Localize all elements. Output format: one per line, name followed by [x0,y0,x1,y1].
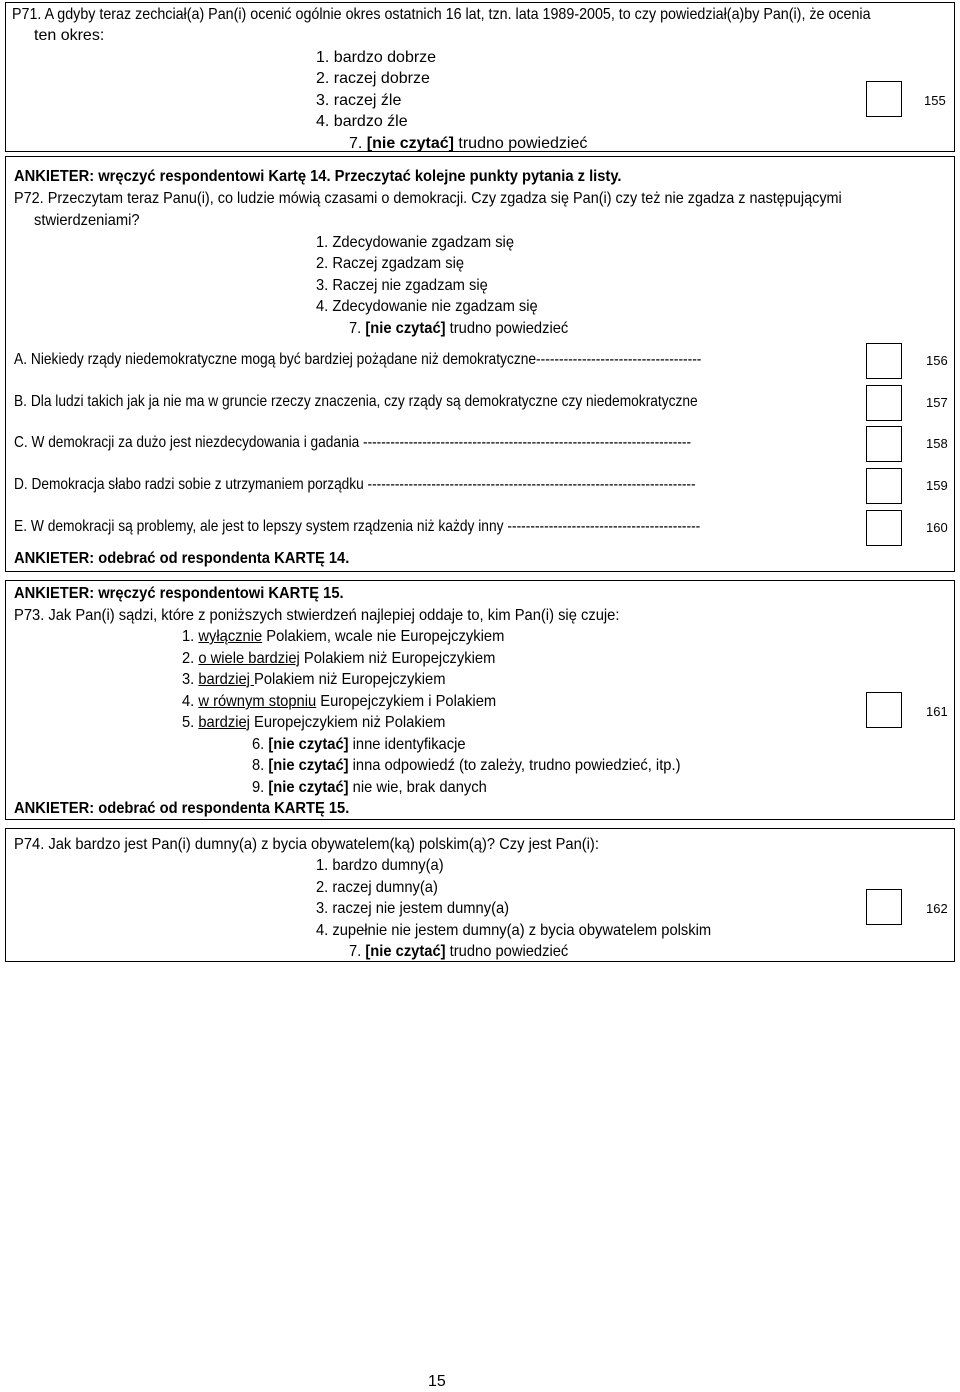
p72-item-c-code: 158 [926,436,948,451]
p71-answer-box[interactable] [866,81,902,117]
p72-item-a-code: 156 [926,353,948,368]
p74-option-4: 4. zupełnie nie jestem dumny(a) z bycia obywatelem polskim [316,922,712,939]
p72-closing: ANKIETER: odebrać od respondenta KARTĘ 14. [14,550,350,567]
p72-question-line2: stwierdzeniami? [34,212,140,229]
p74-option-7: 7. [nie czytać] trudno powiedzieć [349,943,569,960]
p72-instruction: ANKIETER: wręczyć respondentowi Kartę 14. Przeczytać kolejne punkty pytania z listy. [14,168,622,185]
p72-option-2: 2. Raczej zgadzam się [316,255,465,272]
p72-item-b: B. Dla ludzi takich jak ja nie ma w gruncie rzeczy znaczenia, czy rządy są demokratyczne czy niedemokratyczne [14,393,698,410]
p72-block [5,156,955,572]
p72-item-a-box[interactable] [866,343,902,379]
p74-block [5,828,955,962]
p73-code: 161 [926,704,948,719]
p71-option-1: 1. bardzo dobrze [316,49,437,66]
p73-option-1: 1. wyłącznie Polakiem, wcale nie Europejczykiem [182,628,505,645]
p73-option-2: 2. o wiele bardziej Polakiem niż Europejczykiem [182,650,496,667]
p74-option-1: 1. bardzo dumny(a) [316,857,444,874]
p73-option-8: 8. [nie czytać] inna odpowiedź (to zależy, trudno powiedzieć, itp.) [252,757,681,774]
p71-option-7: 7. [nie czytać] trudno powiedzieć [349,135,588,152]
p74-code: 162 [926,901,948,916]
p74-question: P74. Jak bardzo jest Pan(i) dumny(a) z bycia obywatelem(ką) polskim(ą)? Czy jest Pan(i): [14,836,599,853]
p72-item-d: D. Demokracja słabo radzi sobie z utrzymaniem porządku ------------------------------------------------------------------------ [14,476,696,493]
p71-block [5,2,955,152]
p72-item-e-box[interactable] [866,510,902,546]
p73-instruction: ANKIETER: wręczyć respondentowi KARTĘ 15. [14,585,344,602]
p72-item-b-code: 157 [926,395,948,410]
p73-answer-box[interactable] [866,692,902,728]
p72-option-4: 4. Zdecydowanie nie zgadzam się [316,298,538,315]
p71-code: 155 [924,93,946,108]
p73-option-6: 6. [nie czytać] inne identyfikacje [252,736,466,753]
p74-option-3: 3. raczej nie jestem dumny(a) [316,900,510,917]
p73-option-9: 9. [nie czytać] nie wie, brak danych [252,779,487,796]
p72-option-1: 1. Zdecydowanie zgadzam się [316,234,515,251]
p72-item-d-code: 159 [926,478,948,493]
p72-question-line1: P72. Przeczytam teraz Panu(i), co ludzie mówią czasami o demokracji. Czy zgadza się Pan(i) czy też nie zgadza z następującymi [14,190,842,207]
p72-item-e-code: 160 [926,520,948,535]
p72-option-3: 3. Raczej nie zgadzam się [316,277,488,294]
p73-block [5,580,955,820]
p72-item-c-box[interactable] [866,426,902,462]
p72-item-d-box[interactable] [866,468,902,504]
p71-option-3: 3. raczej źle [316,92,402,109]
p71-option-4: 4. bardzo źle [316,113,408,130]
p71-question-line2: ten okres: [34,27,105,44]
p73-question: P73. Jak Pan(i) sądzi, które z poniższych stwierdzeń najlepiej oddaje to, kim Pan(i) się czuje: [14,607,620,624]
p72-item-e: E. W demokracji są problemy, ale jest to lepszy system rządzenia niż każdy inny ------------------------------------------ [14,518,701,535]
p72-item-a: A. Niekiedy rządy niedemokratyczne mogą być bardziej pożądane niż demokratyczne------------------------------------ [14,351,702,368]
p73-option-3: 3. bardziej Polakiem niż Europejczykiem [182,671,446,688]
p74-option-2: 2. raczej dumny(a) [316,879,438,896]
p73-closing: ANKIETER: odebrać od respondenta KARTĘ 15. [14,800,350,817]
p72-option-7: 7. [nie czytać] trudno powiedzieć [349,320,569,337]
p71-option-2: 2. raczej dobrze [316,70,430,87]
page-number: 15 [428,1373,446,1390]
p71-question-line1: P71. A gdyby teraz zechciał(a) Pan(i) ocenić ogólnie okres ostatnich 16 lat, tzn. lata 1989-2005, to czy powiedział(a)by Pan(i), że ocenia [12,6,871,23]
p72-item-b-box[interactable] [866,385,902,421]
p74-answer-box[interactable] [866,889,902,925]
p73-option-4: 4. w równym stopniu Europejczykiem i Polakiem [182,693,497,710]
p73-option-5: 5. bardziej Europejczykiem niż Polakiem [182,714,446,731]
p72-item-c: C. W demokracji za dużo jest niezdecydowania i gadania ------------------------------------------------------------------------ [14,434,692,451]
